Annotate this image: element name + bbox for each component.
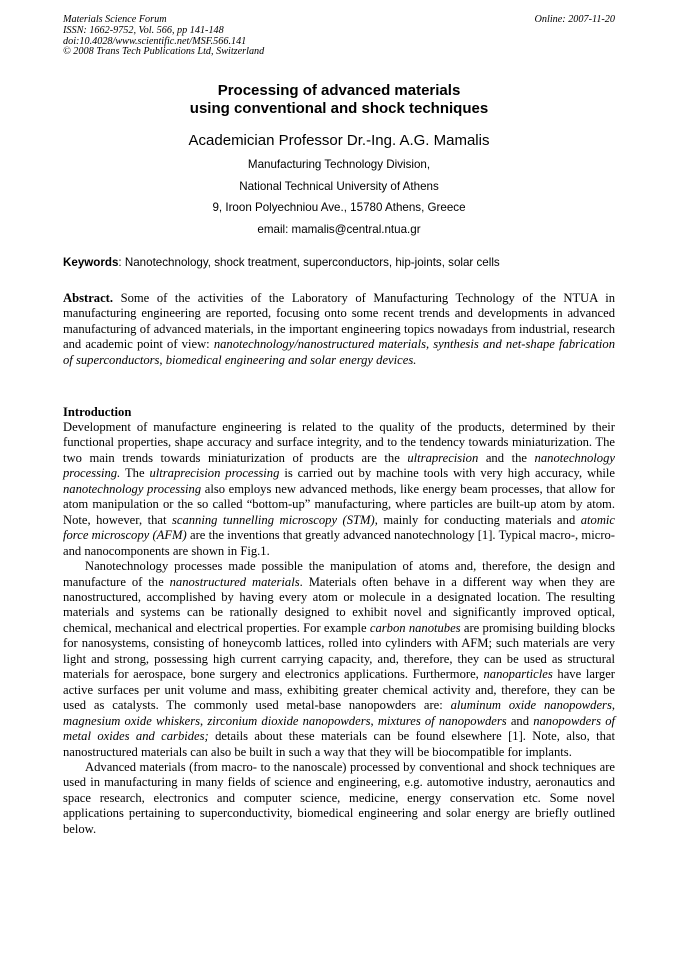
text-run: and [506, 713, 534, 728]
keywords-text: : Nanotechnology, shock treatment, superconductors, hip-joints, solar cells [118, 256, 500, 269]
author-name: Academician Professor Dr.-Ing. A.G. Mamalis [188, 132, 490, 149]
keywords-label: Keywords [63, 256, 119, 269]
italic-term: nanostructured materials [169, 574, 300, 589]
affiliation-line-2: National Technical University of Athens [239, 179, 439, 193]
text-run: , mainly for conducting materials and [374, 512, 581, 527]
text-run: is carried out by machine tools with very high accuracy, while [279, 466, 615, 481]
italic-term: magnesium oxide whiskers [63, 713, 201, 728]
affiliation-block [0, 154, 678, 240]
italic-term: mixtures of nanopowders [377, 713, 507, 728]
text-run: are promising building blocks for nanosystems, consisting of honeycomb lattices, rolled into cylinders with AFM; such materials are very light and strong, possessing high current carrying capacity, and, therefore, they can be used as structural materials for aerospace, bone surgery and electronics applications. Furthermore, [63, 620, 616, 682]
journal-issn: ISSN: 1662-9752, Vol. 566, pp 141-148 [63, 24, 224, 36]
section-heading-introduction: Introduction [63, 405, 132, 419]
italic-term: nanoparticles [483, 667, 553, 682]
journal-copyright: © 2008 Trans Tech Publications Ltd, Switzerland [63, 46, 265, 58]
introduction-body [63, 420, 615, 837]
text-run: Advanced materials (from macro- to the nanoscale) processed by conventional and shock techniques are used in manufacturing in many fields of science and engineering, e.g. automotive industry, aeronautics and space research, electronics and computer science, medicine, energy conservation etc. Some novel applications pertaining to superconductivity, biomedical engineering and solar energy are briefly outlined below. [63, 759, 615, 836]
affiliation-line-3: 9, Iroon Polyechniou Ave., 15780 Athens, Greece [212, 201, 466, 214]
text-run: , [200, 713, 208, 728]
paper-title [0, 82, 678, 118]
online-date: Online: 2007-11-20 [534, 14, 615, 25]
text-run: Development of manufacture engineering is related to the quality of the products, determined by their functional properties, shape accuracy and surface integrity, and to the tendency towards miniaturization. The two main trends towards miniaturization of products are the [63, 420, 615, 465]
italic-term: carbon nanotubes [369, 620, 461, 635]
author-email: email: mamalis@central.ntua.gr [257, 222, 421, 236]
italic-term: ultraprecision [407, 450, 479, 465]
title-line-1: Processing of advanced materials [217, 82, 461, 99]
text-run: are the inventions that greatly advanced nanotechnology [1]. Typical macro-, micro- and nanocomponents are shown in Fig.1. [63, 528, 616, 558]
italic-term: nanotechnology processing [63, 481, 202, 496]
journal-name: Materials Science Forum [63, 14, 167, 25]
text-run: The [120, 466, 150, 481]
intro-paragraph [63, 760, 615, 837]
text-run: Nanotechnology processes made possible the manipulation of atoms and, therefore, the design and manufacture of the [63, 559, 615, 589]
italic-term: nanopowders of metal oxides and carbides; [63, 713, 616, 744]
text-run: , [370, 713, 378, 728]
italic-term: aluminum oxide nanopowders [450, 698, 612, 713]
text-run: also employs new advanced methods, like energy beam processes, that allow for atom manipulation or the so called “bottom-up” manufacturing, where particles are built-up atom by atom. Note, however, that [63, 481, 615, 527]
title-line-2: using conventional and shock techniques [189, 100, 489, 117]
abstract [63, 291, 615, 368]
italic-term: atomic force microscopy (AFM) [63, 512, 616, 543]
text-run: , [611, 698, 615, 713]
text-run: . Materials often behave in a different way when they are nanostructured, accomplished by having every atom or molecule in a designated location. The resulting materials and systems can be rationally designed to exhibit novel and significantly improved optical, chemical, mechanical and electrical properties. For example [63, 574, 615, 635]
intro-paragraph [63, 559, 615, 760]
abstract-topics: nanotechnology/nanostructured materials, synthesis and net-shape fabrication of superconductors, biomedical engineering and solar energy devices. [63, 337, 615, 367]
italic-term: scanning tunnelling microscopy (STM) [171, 512, 375, 527]
affiliation-line-1: Manufacturing Technology Division, [247, 158, 431, 171]
text-run: details about these materials can be found elsewhere [1]. Note, also, that nanostructured materials can also be built in such a way that they will be biocompatible for implants. [63, 729, 615, 759]
abstract-text: Some of the activities of the Laboratory of Manufacturing Technology of the NTUA in manufacturing engineering are reported, focusing onto some recent trends and developments in advanced manufacturing of advanced materials, in the important engineering topics nowadays from industrial, research and academic point of view: [63, 291, 615, 352]
italic-term: ultraprecision processing [149, 466, 280, 481]
keywords [63, 255, 615, 270]
journal-doi: doi:10.4028/www.scientific.net/MSF.566.141 [63, 35, 247, 47]
text-run: and the [478, 450, 535, 465]
italic-term: zirconium dioxide nanopowders [207, 713, 371, 728]
text-run: have larger active surfaces per unit volume and mass, exhibiting greater chemical activity and, therefore, they can be used as catalysts. The commonly used metal-base nanopowders are: [63, 667, 615, 713]
abstract-label: Abstract. [63, 291, 114, 305]
journal-header [63, 15, 615, 58]
italic-term: nanotechnology processing. [63, 450, 615, 481]
intro-paragraph [63, 420, 615, 559]
